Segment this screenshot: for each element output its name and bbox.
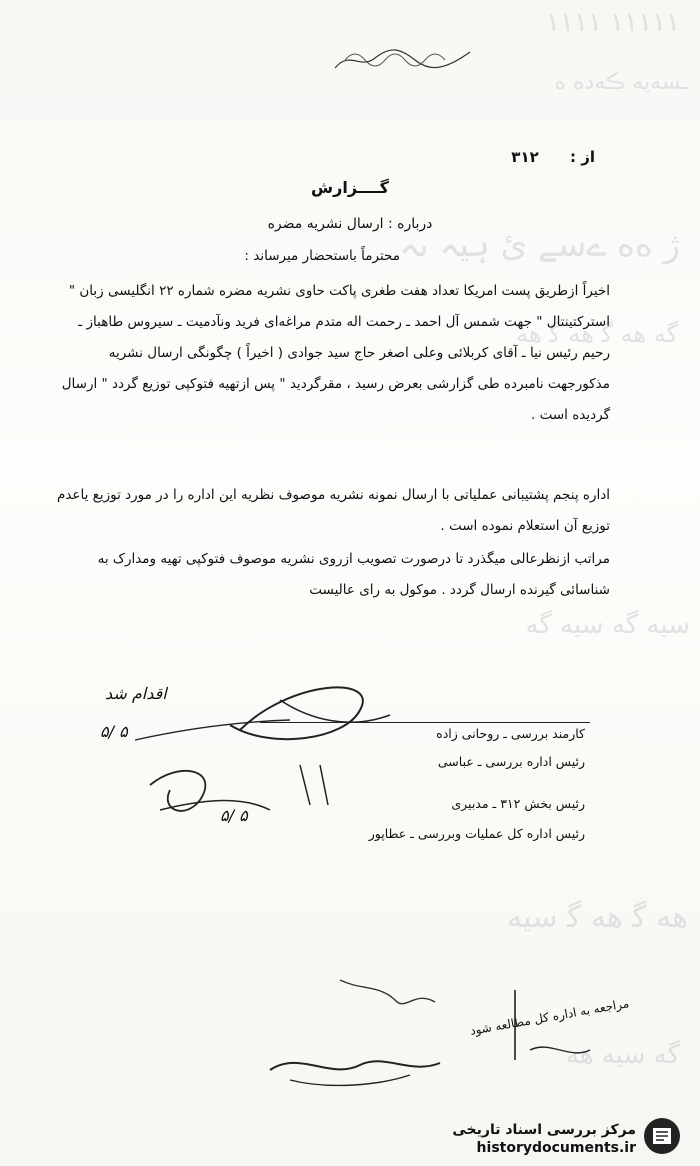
greeting: محترماً باستحضار میرساند :: [244, 248, 400, 264]
show-through-text: ﮔﻪ ﻫﻪ ﮔ ﻫﻪ ﮔ ﻫﻪ: [516, 320, 678, 348]
letter-number-row: [511, 148, 595, 166]
handwritten-note-top: اقدام شد: [105, 684, 167, 703]
signature-line-2: رئیس اداره بررسی ـ عباسی: [437, 754, 585, 769]
body-paragraph-3: مراتب ازنظرعالی میگذرد تا درصورت تصویب ازروی نشریه موصوف فتوکپی تهیه ومدارک به شناسائی گیرنده ارسال گردد . موکول به رای عالیست: [97, 551, 610, 598]
signature-line-1: کارمند بررسی ـ روحانی زاده: [436, 726, 585, 741]
bottom-signature-scribbles: [230, 960, 610, 1100]
handwritten-date-2: ۵/ ۵: [220, 806, 248, 825]
show-through-text: ۱۱۱۱۱ ۱۱۱۱: [546, 8, 680, 38]
show-through-text: ﻫﻪ ﮔ ﻫﻪ ﮔ ﺳﯿﻪ: [507, 900, 688, 935]
watermark-name: مرکز بررسی اسناد تاریخی: [452, 1122, 636, 1138]
letter-number: ۳۱۲: [511, 148, 539, 166]
handwritten-date-1: ۵/ ۵: [100, 722, 128, 741]
signature-scribbles: [120, 670, 420, 850]
show-through-text: ﮔﻪ ﺳﯿﻪ ﻫﻪ: [565, 1040, 680, 1070]
show-through-text: ﺳﯿﻪ ﮔﻪ ﺳﯿﻪ ﮔﻪ: [525, 610, 690, 640]
body-paragraph-2: اداره پنجم پشتیبانی عملیاتی با ارسال نمونه نشریه موصوف نظریه این اداره را در مورد توزیع یاعدم توزیع آن استعلام نموده است .: [56, 487, 610, 534]
handwritten-note-bottom: مراجعه به اداره کل مطالعه شود: [468, 996, 630, 1038]
header-handwriting-scribble: [330, 40, 480, 80]
signature-line: [260, 722, 590, 723]
body-paragraph-1: اخیراً ازطریق پست امریکا تعداد هفت طغری پاکت حاوی نشریه مضره شماره ۲۲ انگلیسی زبان " استرکتینتال " جهت شمس آل احمد ـ رحمت اله متدم مراغه‌ای فرید ونآدمیت ـ سیروس طاهباز ـ رحیم رئیس نیا ـ آقای کربلائی وعلی اصغر حاج سید جوادی ( اخیراً ) چگونگی ارسال نشریه مذکورجهت نامبرده طی گزارشی بعرض رسید ، مقرگردید " پس ازتهیه فتوکپی توزیع گردد " ارسال گردیده است .: [61, 283, 610, 423]
signature-line-4: رئیس اداره کل عملیات وبررسی ـ عطاپور: [368, 826, 585, 841]
show-through-text: ژ ه‌ه‌ ےسے ئ ہیہ ىہ: [399, 225, 680, 265]
show-through-text: ـسه‌یه ڪه‌ده‌ ه‌: [554, 70, 688, 95]
document-subject: درباره : ارسال نشریه مضره: [267, 216, 433, 232]
archive-logo-icon: [642, 1116, 682, 1156]
watermark-url: historydocuments.ir: [476, 1140, 636, 1156]
document-title: گــــزارش: [311, 178, 389, 197]
signature-line-3: رئیس بخش ۳۱۲ ـ مدبیری: [451, 796, 585, 811]
from-label: از :: [570, 148, 595, 166]
